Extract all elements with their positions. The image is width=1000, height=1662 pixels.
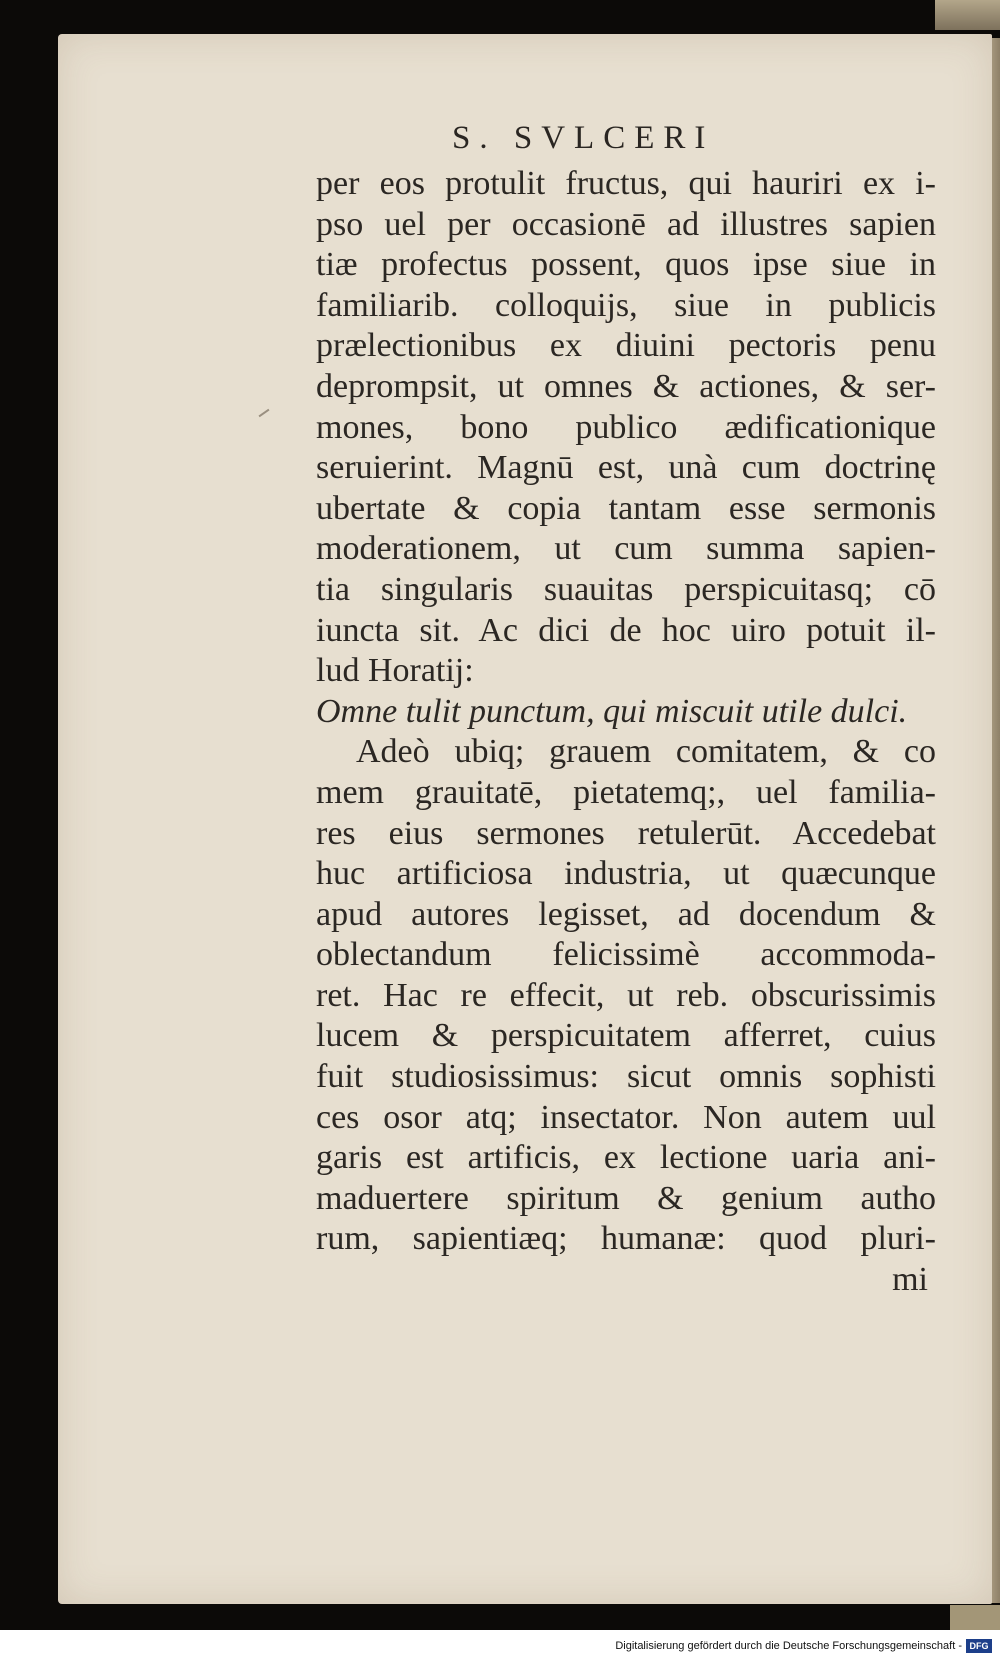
catchword: mi — [892, 1261, 928, 1299]
text-line: huc artificiosa industria, ut quæcunque — [316, 855, 936, 893]
text-line: garis est artificis, ex lectione uaria ani- — [316, 1139, 936, 1177]
text-line: iuncta sit. Ac dici de hoc uiro potuit il- — [316, 611, 936, 649]
text-line: fuit studiosissimus: sicut omnis sophisti — [316, 1058, 936, 1096]
text-line: familiarib. colloquijs, siue in publicis — [316, 286, 936, 324]
text-line: ubertate & copia tantam esse sermonis — [316, 489, 936, 527]
text-line: deprompsit, ut omnes & actiones, & ser- — [316, 367, 936, 405]
text-line: res eius sermones retulerūt. Accedebat — [316, 814, 936, 852]
text-line: oblectandum felicissimè accommoda- — [316, 936, 936, 974]
page-corner-top — [935, 0, 1000, 30]
text-line: rum, sapientiæq; humanæ: quod pluri- — [316, 1220, 936, 1258]
text-line: tia singularis suauitas perspicuitasq; cō — [316, 570, 936, 608]
dfg-logo-icon[interactable]: DFG — [966, 1639, 992, 1653]
text-line: ces osor atq; insectator. Non autem uul — [316, 1098, 936, 1136]
text-line: mem grauitatē, pietatemq;, uel familia- — [316, 773, 936, 811]
text-line: lucem & perspicuitatem afferret, cuius — [316, 1017, 936, 1055]
text-block — [316, 164, 936, 1301]
text-line: moderationem, ut cum summa sapien- — [316, 530, 936, 568]
page-corner-bottom — [950, 1605, 1000, 1630]
text-line: pso uel per occasionē ad illustres sapien — [316, 205, 936, 243]
quote-line: Omne tulit punctum, qui miscuit utile dulci. — [316, 692, 908, 730]
text-line: seruierint. Magnū est, unà cum doctrinę — [316, 449, 936, 487]
text-line: lud Horatij: — [316, 652, 474, 690]
running-head: S. SVLCERI — [452, 120, 715, 156]
text-line: maduertere spiritum & genium autho — [316, 1179, 936, 1217]
text-line: ret. Hac re effecit, ut reb. obscurissimis — [316, 976, 936, 1014]
text-line: tiæ profectus possent, quos ipse siue in — [316, 246, 936, 284]
text-line: mones, bono publico ædificationique — [316, 408, 936, 446]
text-line: Adeò ubiq; grauem comitatem, & co — [356, 733, 936, 771]
text-line: per eos protulit fructus, qui hauriri ex i- — [316, 165, 936, 202]
text-line: prælectionibus ex diuini pectoris penu — [316, 327, 936, 365]
footer-credit: Digitalisierung gefördert durch die Deutsche Forschungsgemeinschaft - — [615, 1640, 962, 1652]
text-line: apud autores legisset, ad docendum & — [316, 895, 936, 933]
